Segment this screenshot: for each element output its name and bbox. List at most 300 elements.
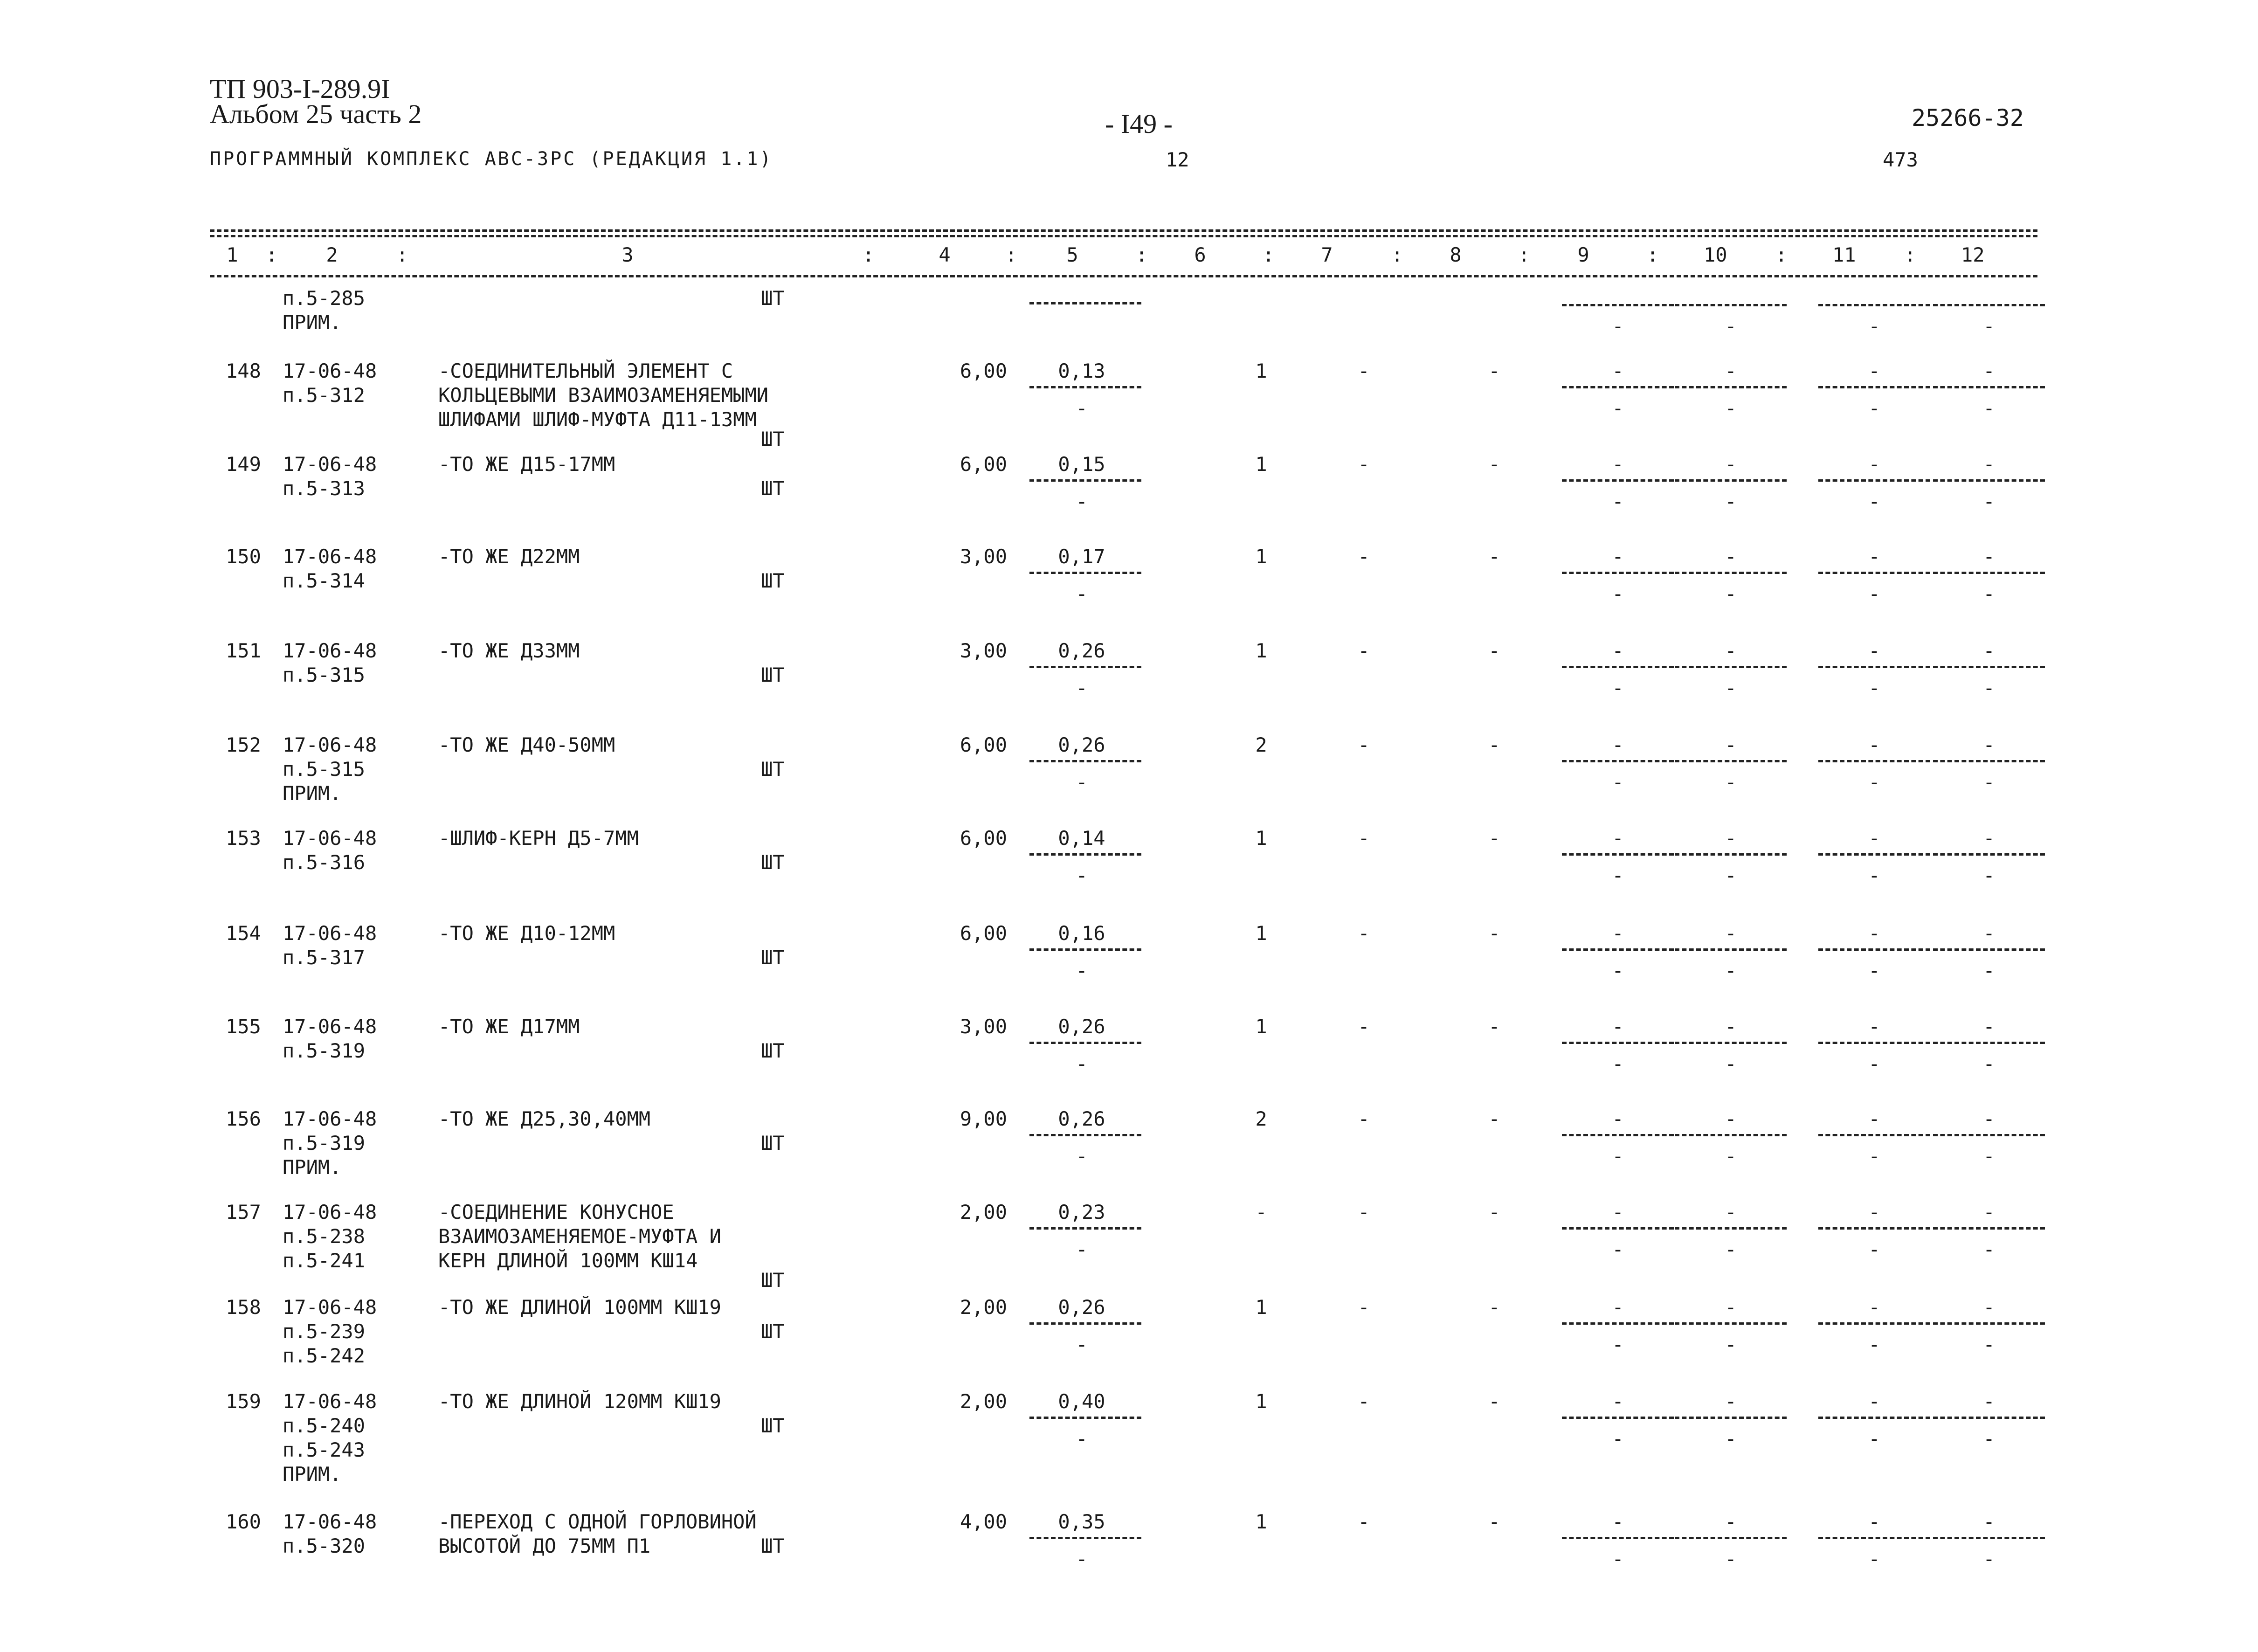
fraction-rule: [1029, 760, 1141, 762]
row-value: 0,26: [1058, 1107, 1105, 1130]
row-quantity: 6,00: [960, 733, 1007, 756]
dash-cell-bottom: -: [1868, 1333, 1880, 1356]
row-code: ПРИМ.: [283, 1463, 342, 1486]
dash-cell-bottom: -: [1983, 1427, 1995, 1450]
row-col6: -: [1255, 1201, 1267, 1223]
row-unit: ШТ: [761, 946, 785, 969]
fraction-rule: [1029, 479, 1141, 482]
fraction-rule: [1675, 760, 1787, 762]
fraction-rule: [1933, 386, 2045, 388]
row-value: 0,26: [1058, 733, 1105, 756]
dash-cell-bottom: -: [1868, 490, 1880, 513]
row-unit: ШТ: [761, 1039, 785, 1062]
dash-cell-bottom: -: [1612, 1238, 1624, 1261]
row-code: 17-06-48: [283, 922, 377, 945]
row-value-bottom: -: [1076, 864, 1088, 887]
fraction-rule: [1933, 1042, 2045, 1044]
table-header-rule: [210, 275, 2037, 277]
dash-cell-bottom: -: [1725, 1548, 1737, 1570]
row-quantity: 6,00: [960, 453, 1007, 476]
row-col6: 1: [1255, 1296, 1267, 1319]
row-code: п.5-285: [283, 287, 366, 310]
row-col7: -: [1358, 1390, 1370, 1413]
dash-cell: -: [1868, 1296, 1880, 1319]
column-header-1: 1: [226, 243, 238, 266]
column-separator: :: [266, 243, 278, 266]
row-description: -ТО ЖЕ Д40-50ММ: [438, 733, 615, 756]
row-description: -ТО ЖЕ Д17ММ: [438, 1015, 580, 1038]
dash-cell-bottom: -: [1868, 959, 1880, 982]
column-header-6: 6: [1194, 243, 1206, 266]
fraction-rule: [1029, 1134, 1141, 1136]
fraction-rule: [1818, 572, 1930, 574]
column-header-7: 7: [1321, 243, 1333, 266]
dash-cell-bottom: -: [1983, 771, 1995, 794]
row-value-bottom: -: [1076, 1333, 1088, 1356]
column-separator: :: [863, 243, 875, 266]
row-code: 17-06-48: [283, 827, 377, 850]
row-unit: ШТ: [761, 1534, 785, 1557]
dash-cell: -: [1868, 639, 1880, 662]
dash-cell: -: [1725, 545, 1737, 568]
fraction-rule: [1029, 386, 1141, 388]
row-col6: 1: [1255, 545, 1267, 568]
fraction-rule: [1818, 948, 1930, 951]
dash-cell: -: [1612, 453, 1624, 476]
row-code: 17-06-48: [283, 1510, 377, 1533]
column-separator: :: [1391, 243, 1403, 266]
fraction-rule: [1818, 760, 1930, 762]
fraction-rule: [1029, 1227, 1141, 1230]
dash-cell-bottom: -: [1983, 677, 1995, 699]
row-quantity: 6,00: [960, 827, 1007, 850]
dash-cell: -: [1983, 1201, 1995, 1223]
fraction-rule: [1675, 666, 1787, 668]
row-code: ПРИМ.: [283, 1156, 342, 1179]
dash-cell-bottom: -: [1868, 582, 1880, 605]
fraction-rule: [1562, 1042, 1674, 1044]
dash-cell-bottom: -: [1725, 677, 1737, 699]
fraction-rule: [1562, 304, 1674, 306]
row-col6: 1: [1255, 1015, 1267, 1038]
row-col6: 1: [1255, 359, 1267, 382]
dash-cell-bottom: -: [1868, 1238, 1880, 1261]
dash-cell-bottom: -: [1612, 864, 1624, 887]
row-code: п.5-313: [283, 477, 366, 500]
row-col8: -: [1488, 1390, 1500, 1413]
column-header-4: 4: [939, 243, 951, 266]
row-code: 17-06-48: [283, 1390, 377, 1413]
row-code: п.5-241: [283, 1249, 366, 1272]
fraction-rule: [1675, 304, 1787, 306]
fraction-rule: [1029, 853, 1141, 856]
fraction-rule: [1675, 853, 1787, 856]
row-number: 153: [226, 827, 261, 850]
column-separator: :: [1904, 243, 1916, 266]
row-description: -ТО ЖЕ Д15-17ММ: [438, 453, 615, 476]
fraction-rule: [1675, 572, 1787, 574]
row-description: -ТО ЖЕ ДЛИНОЙ 120ММ КШ19: [438, 1390, 721, 1413]
row-col6: 1: [1255, 1510, 1267, 1533]
fraction-rule: [1562, 666, 1674, 668]
fraction-rule: [1029, 1537, 1141, 1539]
fraction-rule: [1933, 1417, 2045, 1419]
dash-cell: -: [1725, 922, 1737, 945]
row-quantity: 2,00: [960, 1296, 1007, 1319]
fraction-rule: [1675, 1537, 1787, 1539]
dash-cell: -: [1983, 453, 1995, 476]
row-code: п.5-243: [283, 1438, 366, 1461]
dash-cell-bottom: -: [1868, 677, 1880, 699]
row-col7: -: [1358, 359, 1370, 382]
dash-cell-bottom: -: [1983, 864, 1995, 887]
row-code: 17-06-48: [283, 639, 377, 662]
row-number: 152: [226, 733, 261, 756]
dash-cell-bottom: -: [1725, 1145, 1737, 1168]
row-col8: -: [1488, 1510, 1500, 1533]
row-number: 159: [226, 1390, 261, 1413]
fraction-rule: [1029, 572, 1141, 574]
dash-cell: -: [1612, 922, 1624, 945]
row-value: 0,26: [1058, 1015, 1105, 1038]
row-unit: ШТ: [761, 428, 785, 450]
program-title: ПРОГРАММНЫЙ КОМПЛЕКС АВС-3РС (РЕДАКЦИЯ 1.1): [210, 148, 773, 170]
dash-cell: -: [1612, 1296, 1624, 1319]
dash-cell: -: [1868, 1015, 1880, 1038]
fraction-rule: [1562, 760, 1674, 762]
row-number: 148: [226, 359, 261, 382]
fraction-rule: [1029, 1042, 1141, 1044]
dash-cell: -: [1983, 1296, 1995, 1319]
fraction-rule: [1562, 1417, 1674, 1419]
fraction-rule: [1818, 1322, 1930, 1325]
row-col6: 1: [1255, 922, 1267, 945]
fraction-rule: [1029, 302, 1141, 304]
dash-cell-bottom: -: [1612, 582, 1624, 605]
dash-cell-bottom: -: [1612, 315, 1624, 338]
row-col6: 1: [1255, 453, 1267, 476]
row-col8: -: [1488, 922, 1500, 945]
row-number: 156: [226, 1107, 261, 1130]
row-quantity: 2,00: [960, 1201, 1007, 1223]
dash-cell: -: [1868, 827, 1880, 850]
fraction-rule: [1675, 479, 1787, 482]
dash-cell: -: [1725, 359, 1737, 382]
row-quantity: 3,00: [960, 545, 1007, 568]
row-code: 17-06-48: [283, 545, 377, 568]
fraction-rule: [1562, 948, 1674, 951]
row-col7: -: [1358, 1107, 1370, 1130]
dash-cell: -: [1868, 1107, 1880, 1130]
dash-cell-bottom: -: [1983, 397, 1995, 420]
row-number: 151: [226, 639, 261, 662]
row-code: п.5-238: [283, 1225, 366, 1248]
dash-cell-bottom: -: [1725, 397, 1737, 420]
row-col6: 1: [1255, 827, 1267, 850]
dash-cell-bottom: -: [1983, 1052, 1995, 1075]
row-col8: -: [1488, 1201, 1500, 1223]
row-value-bottom: -: [1076, 397, 1088, 420]
dash-cell-bottom: -: [1983, 315, 1995, 338]
row-code: 17-06-48: [283, 1296, 377, 1319]
fraction-rule: [1675, 948, 1787, 951]
dash-cell: -: [1725, 1107, 1737, 1130]
row-code: п.5-239: [283, 1320, 366, 1343]
dash-cell-bottom: -: [1868, 1427, 1880, 1450]
dash-cell: -: [1612, 1390, 1624, 1413]
dash-cell-bottom: -: [1725, 864, 1737, 887]
row-col6: 2: [1255, 733, 1267, 756]
fraction-rule: [1675, 1134, 1787, 1136]
fraction-rule: [1933, 1322, 2045, 1325]
dash-cell: -: [1725, 1201, 1737, 1223]
record-number: 473: [1883, 148, 1918, 171]
row-col8: -: [1488, 545, 1500, 568]
row-col8: -: [1488, 359, 1500, 382]
fraction-rule: [1675, 1227, 1787, 1230]
fraction-rule: [1818, 386, 1930, 388]
row-value-bottom: -: [1076, 1052, 1088, 1075]
row-col8: -: [1488, 1015, 1500, 1038]
row-code: п.5-240: [283, 1414, 366, 1437]
row-number: 150: [226, 545, 261, 568]
dash-cell: -: [1725, 1296, 1737, 1319]
dash-cell-bottom: -: [1612, 959, 1624, 982]
row-number: 155: [226, 1015, 261, 1038]
table-top-rule: [210, 229, 2037, 232]
dash-cell-bottom: -: [1983, 1333, 1995, 1356]
dash-cell: -: [1725, 639, 1737, 662]
fraction-rule: [1933, 1227, 2045, 1230]
row-code: ПРИМ.: [283, 311, 342, 334]
dash-cell: -: [1725, 1510, 1737, 1533]
row-description: -ТО ЖЕ Д22ММ: [438, 545, 580, 568]
column-header-11: 11: [1832, 243, 1856, 266]
row-description: КЕРН ДЛИНОЙ 100ММ КШ14: [438, 1249, 698, 1272]
row-description: -СОЕДИНЕНИЕ КОНУСНОЕ: [438, 1201, 674, 1223]
row-value-bottom: -: [1076, 771, 1088, 794]
dash-cell: -: [1612, 1015, 1624, 1038]
row-quantity: 9,00: [960, 1107, 1007, 1130]
dash-cell: -: [1868, 1510, 1880, 1533]
row-value-bottom: -: [1076, 1548, 1088, 1570]
column-separator: :: [1647, 243, 1659, 266]
dash-cell: -: [1612, 545, 1624, 568]
page-number: - I49 -: [1105, 109, 1173, 139]
dash-cell-bottom: -: [1612, 1145, 1624, 1168]
dash-cell: -: [1612, 1201, 1624, 1223]
row-code: 17-06-48: [283, 453, 377, 476]
row-col7: -: [1358, 1510, 1370, 1533]
dash-cell: -: [1868, 359, 1880, 382]
row-unit: ШТ: [761, 477, 785, 500]
dash-cell: -: [1612, 639, 1624, 662]
row-unit: ШТ: [761, 758, 785, 781]
dash-cell-bottom: -: [1983, 1145, 1995, 1168]
row-code: п.5-314: [283, 569, 366, 592]
row-description: ВЗАИМОЗАМЕНЯЕМОЕ-МУФТА И: [438, 1225, 721, 1248]
dash-cell: -: [1983, 1390, 1995, 1413]
fraction-rule: [1933, 666, 2045, 668]
dash-cell-bottom: -: [1612, 1427, 1624, 1450]
row-value: 0,40: [1058, 1390, 1105, 1413]
dash-cell-bottom: -: [1612, 1548, 1624, 1570]
row-code: п.5-315: [283, 664, 366, 686]
dash-cell-bottom: -: [1868, 864, 1880, 887]
document-code: 25266-32: [1912, 104, 2024, 131]
dash-cell: -: [1983, 1107, 1995, 1130]
row-value-bottom: -: [1076, 582, 1088, 605]
fraction-rule: [1562, 853, 1674, 856]
row-col8: -: [1488, 827, 1500, 850]
album-label: Альбом 25 часть 2: [210, 99, 422, 129]
dash-cell: -: [1983, 639, 1995, 662]
fraction-rule: [1818, 1134, 1930, 1136]
dash-cell: -: [1725, 733, 1737, 756]
dash-cell: -: [1868, 1390, 1880, 1413]
row-value: 0,13: [1058, 359, 1105, 382]
fraction-rule: [1933, 304, 2045, 306]
dash-cell-bottom: -: [1725, 959, 1737, 982]
row-code: п.5-319: [283, 1039, 366, 1062]
fraction-rule: [1818, 479, 1930, 482]
row-code: 17-06-48: [283, 1107, 377, 1130]
fraction-rule: [1933, 853, 2045, 856]
dash-cell: -: [1612, 827, 1624, 850]
dash-cell: -: [1612, 359, 1624, 382]
fraction-rule: [1818, 1417, 1930, 1419]
fraction-rule: [1818, 666, 1930, 668]
column-header-5: 5: [1066, 243, 1078, 266]
row-col8: -: [1488, 733, 1500, 756]
row-code: п.5-317: [283, 946, 366, 969]
fraction-rule: [1933, 479, 2045, 482]
row-col7: -: [1358, 1015, 1370, 1038]
row-quantity: 4,00: [960, 1510, 1007, 1533]
row-unit: ШТ: [761, 664, 785, 686]
fraction-rule: [1562, 1322, 1674, 1325]
column-separator: :: [396, 243, 408, 266]
dash-cell: -: [1612, 1107, 1624, 1130]
fraction-rule: [1029, 948, 1141, 951]
column-header-9: 9: [1577, 243, 1589, 266]
dash-cell-bottom: -: [1612, 677, 1624, 699]
fraction-rule: [1933, 572, 2045, 574]
dash-cell: -: [1725, 1390, 1737, 1413]
row-number: 154: [226, 922, 261, 945]
sheet-number: 12: [1166, 148, 1189, 171]
column-separator: :: [1775, 243, 1788, 266]
fraction-rule: [1675, 1322, 1787, 1325]
dash-cell-bottom: -: [1725, 1052, 1737, 1075]
fraction-rule: [1818, 1042, 1930, 1044]
fraction-rule: [1675, 1042, 1787, 1044]
dash-cell-bottom: -: [1725, 315, 1737, 338]
row-code: п.5-242: [283, 1344, 366, 1367]
document-number: ТП 903-I-289.9I: [210, 74, 390, 104]
row-value: 0,26: [1058, 639, 1105, 662]
row-unit: ШТ: [761, 569, 785, 592]
row-col6: 1: [1255, 1390, 1267, 1413]
dash-cell: -: [1725, 1015, 1737, 1038]
fraction-rule: [1562, 1134, 1674, 1136]
dash-cell: -: [1612, 1510, 1624, 1533]
row-code: 17-06-48: [283, 1015, 377, 1038]
row-col7: -: [1358, 1296, 1370, 1319]
dash-cell-bottom: -: [1983, 1238, 1995, 1261]
row-value: 0,26: [1058, 1296, 1105, 1319]
dash-cell: -: [1983, 359, 1995, 382]
row-unit: ШТ: [761, 851, 785, 874]
fraction-rule: [1562, 1227, 1674, 1230]
row-quantity: 3,00: [960, 639, 1007, 662]
row-col6: 1: [1255, 639, 1267, 662]
dash-cell: -: [1983, 1015, 1995, 1038]
row-quantity: 6,00: [960, 922, 1007, 945]
row-description: -СОЕДИНИТЕЛЬНЫЙ ЭЛЕМЕНТ С: [438, 359, 733, 382]
dash-cell: -: [1983, 545, 1995, 568]
row-code: ПРИМ.: [283, 782, 342, 805]
fraction-rule: [1818, 853, 1930, 856]
dash-cell-bottom: -: [1868, 397, 1880, 420]
row-value-bottom: -: [1076, 1145, 1088, 1168]
dash-cell: -: [1983, 1510, 1995, 1533]
column-header-3: 3: [621, 243, 634, 266]
dash-cell-bottom: -: [1983, 959, 1995, 982]
row-value: 0,35: [1058, 1510, 1105, 1533]
row-code: п.5-312: [283, 384, 366, 407]
dash-cell: -: [1983, 733, 1995, 756]
row-description: -ПЕРЕХОД С ОДНОЙ ГОРЛОВИНОЙ: [438, 1510, 757, 1533]
fraction-rule: [1029, 666, 1141, 668]
row-unit: ШТ: [761, 287, 785, 310]
row-quantity: 6,00: [960, 359, 1007, 382]
row-description: -ТО ЖЕ Д33ММ: [438, 639, 580, 662]
row-value-bottom: -: [1076, 1427, 1088, 1450]
dash-cell: -: [1868, 545, 1880, 568]
dash-cell-bottom: -: [1725, 1238, 1737, 1261]
dash-cell-bottom: -: [1725, 771, 1737, 794]
row-col7: -: [1358, 639, 1370, 662]
row-col7: -: [1358, 545, 1370, 568]
row-value: 0,17: [1058, 545, 1105, 568]
dash-cell-bottom: -: [1612, 397, 1624, 420]
row-description: ВЫСОТОЙ ДО 75ММ П1: [438, 1534, 651, 1557]
dash-cell-bottom: -: [1983, 582, 1995, 605]
row-code: 17-06-48: [283, 359, 377, 382]
column-separator: :: [1136, 243, 1148, 266]
dash-cell: -: [1725, 827, 1737, 850]
row-number: 149: [226, 453, 261, 476]
column-header-12: 12: [1961, 243, 1985, 266]
fraction-rule: [1562, 572, 1674, 574]
row-description: КОЛЬЦЕВЫМИ ВЗАИМОЗАМЕНЯЕМЫМИ: [438, 384, 769, 407]
fraction-rule: [1933, 1134, 2045, 1136]
dash-cell-bottom: -: [1725, 1333, 1737, 1356]
column-header-8: 8: [1450, 243, 1462, 266]
dash-cell: -: [1868, 453, 1880, 476]
dash-cell-bottom: -: [1868, 1548, 1880, 1570]
dash-cell-bottom: -: [1983, 1548, 1995, 1570]
fraction-rule: [1562, 1537, 1674, 1539]
dash-cell-bottom: -: [1868, 315, 1880, 338]
row-code: п.5-316: [283, 851, 366, 874]
row-col8: -: [1488, 1107, 1500, 1130]
dash-cell: -: [1612, 733, 1624, 756]
row-unit: ШТ: [761, 1269, 785, 1292]
row-code: 17-06-48: [283, 1201, 377, 1223]
row-value: 0,14: [1058, 827, 1105, 850]
